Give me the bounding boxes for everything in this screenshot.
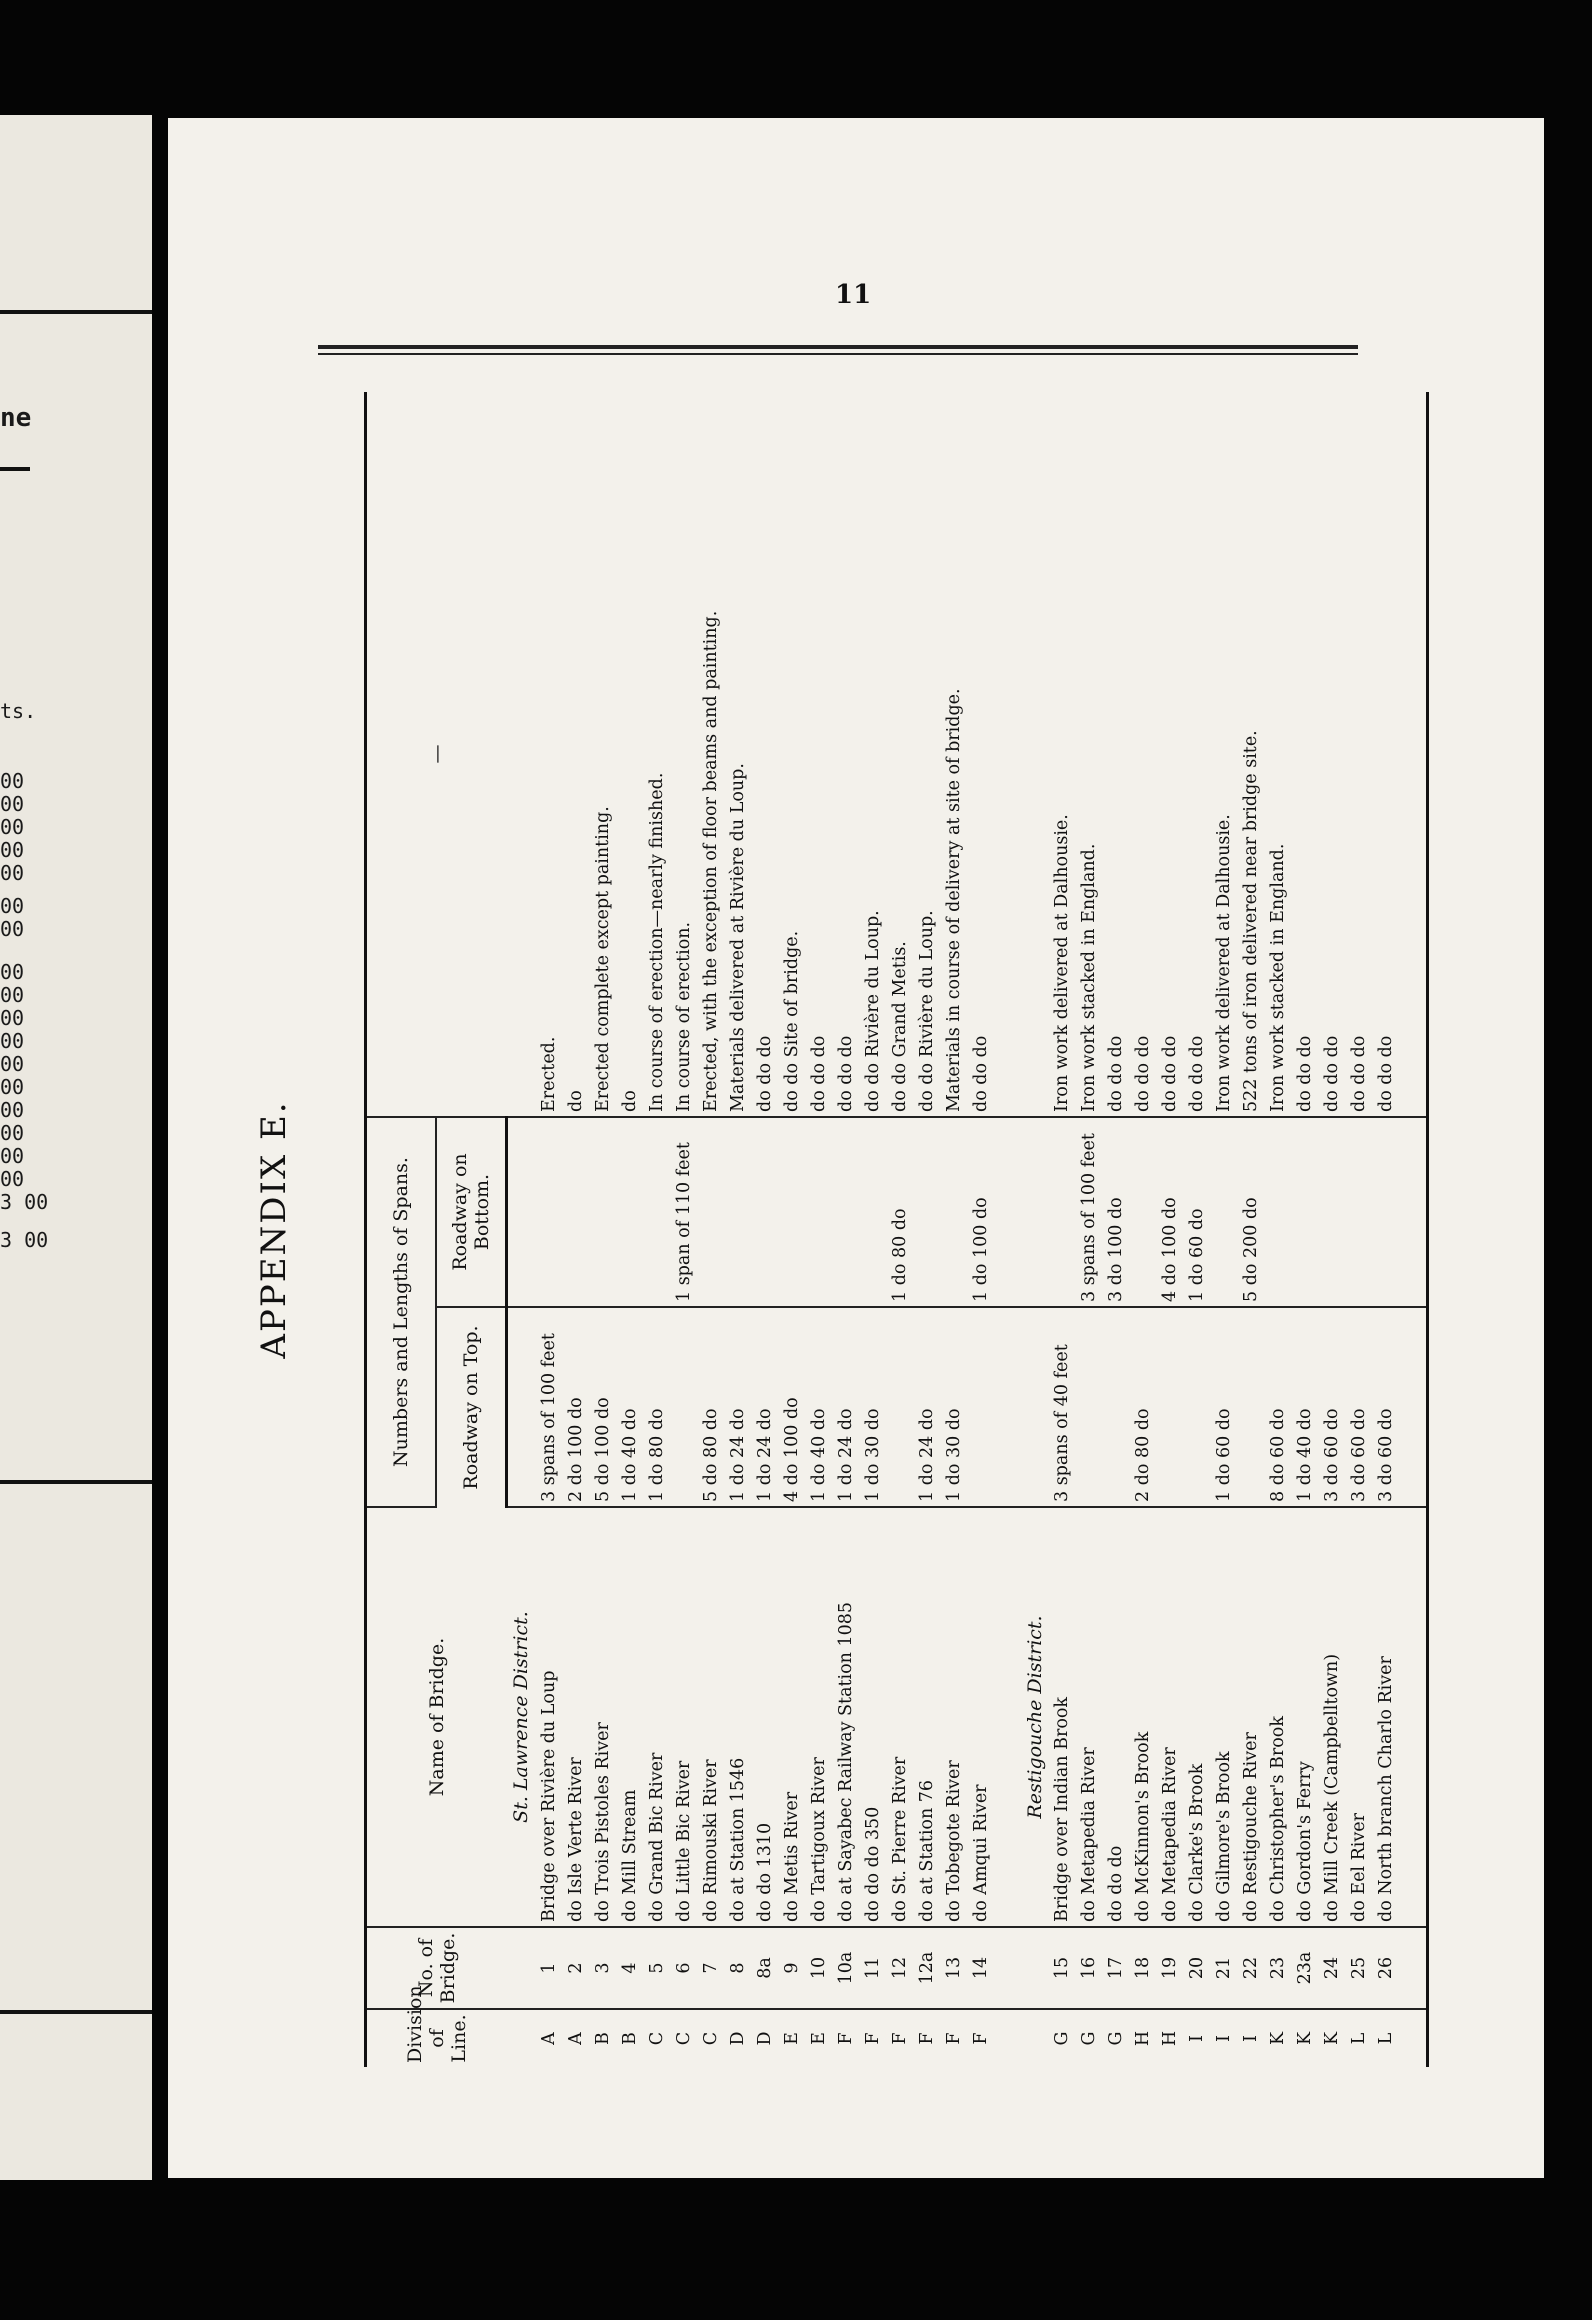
bridge-name-cell: do North branch Charlo River: [1372, 1507, 1399, 1927]
bridge-name-cell: do Little Bic River: [670, 1507, 697, 1927]
division-cell: F: [970, 2032, 991, 2045]
table-row: [589, 392, 616, 2067]
table-row: [967, 392, 994, 2067]
roadway-bottom-cell: [535, 1117, 562, 1307]
roadway-top-cell: 4 do 100 do: [778, 1307, 805, 1507]
roadway-top-cell: 1 do 40 do: [805, 1307, 832, 1507]
bridge-number-cell: 12a: [913, 1927, 940, 2009]
roadway-bottom-cell: [562, 1117, 589, 1307]
division-cell: B: [619, 2032, 640, 2045]
division-cell: G: [1078, 2031, 1099, 2046]
division-cell: E: [781, 2032, 802, 2045]
bridge-number-cell: 11: [859, 1927, 886, 2009]
bridge-name-cell: do McKinnon's Brook: [1129, 1507, 1156, 1927]
roadway-bottom-cell: [1345, 1117, 1372, 1307]
strip-number: 3 00: [0, 1190, 49, 1214]
roadway-bottom-cell: 3 spans of 100 feet: [1075, 1117, 1102, 1307]
remarks-cell: do do do: [1102, 392, 1129, 1117]
bridge-number-cell: 21: [1210, 1927, 1237, 2009]
roadway-top-cell: 1 do 24 do: [832, 1307, 859, 1507]
division-cell: G: [1051, 2031, 1072, 2046]
remarks-cell: In course of erection.: [670, 392, 697, 1117]
table-row: [1129, 392, 1156, 2067]
strip-rule: [0, 2010, 152, 2014]
roadway-bottom-cell: 1 do 100 do: [967, 1117, 994, 1307]
remarks-cell: do do Grand Metis.: [886, 392, 913, 1117]
bridge-number-cell: 7: [697, 1927, 724, 2009]
bridge-number-cell: 3: [589, 1927, 616, 2009]
roadway-bottom-cell: [697, 1117, 724, 1307]
roadway-bottom-cell: 5 do 200 do: [1237, 1117, 1264, 1307]
remarks-cell: Iron work delivered at Dalhousie.: [1210, 392, 1237, 1117]
strip-number: 00: [0, 1121, 25, 1145]
remarks-cell: Erected complete except painting.: [589, 392, 616, 1117]
bridge-number-cell: 8: [724, 1927, 751, 2009]
header-rule: [318, 345, 1358, 349]
division-cell: F: [862, 2032, 883, 2045]
strip-number: 00: [0, 983, 25, 1007]
bridge-name-cell: do Mill Creek (Campbelltown): [1318, 1507, 1345, 1927]
table-row: [1372, 392, 1399, 2067]
header-remarks: —: [366, 392, 507, 1117]
bridge-name-cell: do at Station 1546: [724, 1507, 751, 1927]
remarks-cell: do do do: [967, 392, 994, 1117]
roadway-top-cell: 3 do 60 do: [1318, 1307, 1345, 1507]
division-cell: F: [916, 2032, 937, 2045]
roadway-bottom-cell: [832, 1117, 859, 1307]
bridge-name-cell: do Tobegote River: [940, 1507, 967, 1927]
table-row: [1345, 392, 1372, 2067]
bridge-name-cell: do do do: [1102, 1507, 1129, 1927]
roadway-top-cell: 1 do 30 do: [859, 1307, 886, 1507]
remarks-cell: In course of erection—nearly finished.: [643, 392, 670, 1117]
strip-number: 00: [0, 1144, 25, 1168]
division-cell: D: [754, 2031, 775, 2046]
roadway-bottom-cell: [643, 1117, 670, 1307]
roadway-top-cell: 2 do 80 do: [1129, 1307, 1156, 1507]
remarks-cell: Erected, with the exception of floor beams and painting.: [697, 392, 724, 1117]
division-cell: A: [538, 2032, 559, 2045]
bridge-name-cell: do Tartigoux River: [805, 1507, 832, 1927]
remarks-cell: do do do: [1345, 392, 1372, 1117]
bridge-number-cell: 17: [1102, 1927, 1129, 2009]
table-row: [724, 392, 751, 2067]
bridge-number-cell: 20: [1183, 1927, 1210, 2009]
roadway-bottom-cell: 3 do 100 do: [1102, 1117, 1129, 1307]
remarks-cell: do do do: [1318, 392, 1345, 1117]
bridge-number-cell: 23: [1264, 1927, 1291, 2009]
roadway-top-cell: [1075, 1307, 1102, 1507]
header-name: Name of Bridge.: [366, 1507, 507, 1927]
roadway-top-cell: [1156, 1307, 1183, 1507]
roadway-top-cell: 2 do 100 do: [562, 1307, 589, 1507]
division-cell: K: [1294, 2031, 1315, 2046]
remarks-cell: do do do: [1156, 392, 1183, 1117]
roadway-top-cell: 3 spans of 40 feet: [1048, 1307, 1075, 1507]
remarks-cell: do do do: [805, 392, 832, 1117]
bridge-number-cell: 6: [670, 1927, 697, 2009]
table-row: [886, 392, 913, 2067]
division-cell: H: [1132, 2030, 1153, 2047]
roadway-bottom-cell: [859, 1117, 886, 1307]
bridge-name-cell: do do do 350: [859, 1507, 886, 1927]
table-row: [1075, 392, 1102, 2067]
bridge-name-cell: do Christopher's Brook: [1264, 1507, 1291, 1927]
section-heading-row: [1021, 392, 1048, 2067]
remarks-cell: do: [562, 392, 589, 1117]
bridge-name-cell: do Trois Pistoles River: [589, 1507, 616, 1927]
remarks-cell: Erected.: [535, 392, 562, 1117]
bridge-number-cell: 10a: [832, 1927, 859, 2009]
division-cell: A: [565, 2032, 586, 2045]
bridge-number-cell: 4: [616, 1927, 643, 2009]
remarks-cell: do do Rivière du Loup.: [913, 392, 940, 1117]
appendix-title: APPENDIX E.: [254, 1100, 294, 1359]
table-row: [562, 392, 589, 2067]
header-rule: [318, 353, 1358, 355]
bridge-name-cell: Bridge over Rivière du Loup: [535, 1507, 562, 1927]
table-row: [1237, 392, 1264, 2067]
remarks-cell: Iron work stacked in England.: [1075, 392, 1102, 1117]
remarks-cell: Iron work delivered at Dalhousie.: [1048, 392, 1075, 1117]
division-cell: F: [943, 2032, 964, 2045]
page-number: 11: [835, 280, 872, 310]
roadway-top-cell: 5 do 100 do: [589, 1307, 616, 1507]
division-cell: F: [889, 2032, 910, 2045]
bridge-number-cell: 25: [1345, 1927, 1372, 2009]
division-cell: C: [673, 2031, 694, 2046]
remarks-cell: do do do: [1129, 392, 1156, 1117]
strip-rule: [0, 1480, 152, 1484]
table-row: [616, 392, 643, 2067]
bridge-number-cell: 26: [1372, 1927, 1399, 2009]
remarks-cell: do do do: [832, 392, 859, 1117]
roadway-bottom-cell: [1264, 1117, 1291, 1307]
bridge-number-cell: 9: [778, 1927, 805, 2009]
bridge-name-cell: do do 1310: [751, 1507, 778, 1927]
strip-number: 00: [0, 1029, 25, 1053]
bridge-name-cell: do Mill Stream: [616, 1507, 643, 1927]
table-row: [1102, 392, 1129, 2067]
table-row: [643, 392, 670, 2067]
bridges-table: [364, 392, 1429, 2067]
strip-number: 00: [0, 769, 25, 793]
division-cell: I: [1186, 2035, 1207, 2042]
roadway-bottom-cell: [1129, 1117, 1156, 1307]
roadway-bottom-cell: 4 do 100 do: [1156, 1117, 1183, 1307]
roadway-top-cell: [1102, 1307, 1129, 1507]
header-number: No. of Bridge.: [366, 1927, 507, 2009]
table-row: [1318, 392, 1345, 2067]
roadway-bottom-cell: [778, 1117, 805, 1307]
roadway-top-cell: 1 do 40 do: [1291, 1307, 1318, 1507]
table-row: [670, 392, 697, 2067]
division-cell: H: [1159, 2030, 1180, 2047]
remarks-cell: do do do: [1291, 392, 1318, 1117]
division-cell: L: [1375, 2032, 1396, 2045]
header-spans: Numbers and Lengths of Spans.: [366, 1117, 437, 1507]
bridge-number-cell: 10: [805, 1927, 832, 2009]
rotated-appendix: [254, 392, 1396, 2067]
bridge-number-cell: 23a: [1291, 1927, 1318, 2009]
bridge-number-cell: 16: [1075, 1927, 1102, 2009]
table-row: [697, 392, 724, 2067]
division-cell: K: [1321, 2031, 1342, 2046]
roadway-bottom-cell: [1372, 1117, 1399, 1307]
strip-number: 3 00: [0, 1228, 49, 1252]
bridge-number-cell: 15: [1048, 1927, 1075, 2009]
roadway-bottom-cell: [1291, 1117, 1318, 1307]
strip-rule: [0, 467, 30, 471]
roadway-top-cell: [1237, 1307, 1264, 1507]
remarks-cell: do do do: [1183, 392, 1210, 1117]
bridge-number-cell: 12: [886, 1927, 913, 2009]
bridge-name-cell: do Amqui River: [967, 1507, 994, 1927]
strip-number: 00: [0, 917, 25, 941]
bridge-number-cell: 14: [967, 1927, 994, 2009]
table-row: [1048, 392, 1075, 2067]
roadway-top-cell: 3 do 60 do: [1372, 1307, 1399, 1507]
strip-number: 00: [0, 960, 25, 984]
bridge-name-cell: do Eel River: [1345, 1507, 1372, 1927]
roadway-top-cell: 1 do 24 do: [913, 1307, 940, 1507]
bridge-name-cell: do at Station 76: [913, 1507, 940, 1927]
roadway-bottom-cell: [1318, 1117, 1345, 1307]
adjacent-page-strip: [0, 115, 152, 2180]
roadway-top-cell: 8 do 60 do: [1264, 1307, 1291, 1507]
table-row: [751, 392, 778, 2067]
bridge-name-cell: do Isle Verte River: [562, 1507, 589, 1927]
section-title: Restigouche District.: [1021, 1507, 1048, 1927]
strip-number: 00: [0, 894, 25, 918]
roadway-bottom-cell: [913, 1117, 940, 1307]
roadway-top-cell: 3 spans of 100 feet: [535, 1307, 562, 1507]
strip-number: 00: [0, 838, 25, 862]
roadway-bottom-cell: 1 span of 110 feet: [670, 1117, 697, 1307]
bridge-name-cell: do Restigouche River: [1237, 1507, 1264, 1927]
section-heading-row: [507, 392, 536, 2067]
table-row: [1264, 392, 1291, 2067]
remarks-cell: do do Site of bridge.: [778, 392, 805, 1117]
roadway-top-cell: [1183, 1307, 1210, 1507]
roadway-bottom-cell: [940, 1117, 967, 1307]
strip-number: 00: [0, 1075, 25, 1099]
table-row: [778, 392, 805, 2067]
roadway-top-cell: 5 do 80 do: [697, 1307, 724, 1507]
division-cell: D: [727, 2031, 748, 2046]
division-cell: G: [1105, 2031, 1126, 2046]
bridge-name-cell: do St. Pierre River: [886, 1507, 913, 1927]
roadway-bottom-cell: 1 do 80 do: [886, 1117, 913, 1307]
roadway-bottom-cell: [589, 1117, 616, 1307]
table-row: [1210, 392, 1237, 2067]
division-cell: I: [1240, 2035, 1261, 2042]
roadway-bottom-cell: [1210, 1117, 1237, 1307]
bridge-number-cell: 8a: [751, 1927, 778, 2009]
division-cell: E: [808, 2032, 829, 2045]
bridge-name-cell: do Gordon's Ferry: [1291, 1507, 1318, 1927]
roadway-top-cell: 1 do 60 do: [1210, 1307, 1237, 1507]
bridge-name-cell: Bridge over Indian Brook: [1048, 1507, 1075, 1927]
bridge-name-cell: do Clarke's Brook: [1183, 1507, 1210, 1927]
roadway-top-cell: 1 do 40 do: [616, 1307, 643, 1507]
bridge-number-cell: 13: [940, 1927, 967, 2009]
strip-number: 00: [0, 1006, 25, 1030]
remarks-cell: 522 tons of iron delivered near bridge site.: [1237, 392, 1264, 1117]
table-row: [832, 392, 859, 2067]
roadway-top-cell: 1 do 80 do: [643, 1307, 670, 1507]
roadway-top-cell: [670, 1307, 697, 1507]
remarks-cell: Materials delivered at Rivière du Loup.: [724, 392, 751, 1117]
bridge-name-cell: do Metapedia River: [1156, 1507, 1183, 1927]
table-row: [1183, 392, 1210, 2067]
roadway-bottom-cell: [1048, 1117, 1075, 1307]
remarks-cell: do do do: [1372, 392, 1399, 1117]
table-row: [940, 392, 967, 2067]
header-roadway-top: Roadway on Top.: [436, 1307, 507, 1507]
bridge-number-cell: 24: [1318, 1927, 1345, 2009]
bridge-number-cell: 1: [535, 1927, 562, 2009]
bridge-number-cell: 5: [643, 1927, 670, 2009]
section-title: St. Lawrence District.: [507, 1507, 536, 1927]
strip-number: 00: [0, 1167, 25, 1191]
bridge-name-cell: do Rimouski River: [697, 1507, 724, 1927]
roadway-bottom-cell: [724, 1117, 751, 1307]
division-cell: C: [646, 2031, 667, 2046]
bridge-name-cell: do Grand Bic River: [643, 1507, 670, 1927]
table-row: [913, 392, 940, 2067]
division-cell: F: [835, 2032, 856, 2045]
roadway-bottom-cell: [805, 1117, 832, 1307]
roadway-top-cell: [886, 1307, 913, 1507]
bridge-name-cell: do at Sayabec Railway Station 1085: [832, 1507, 859, 1927]
roadway-bottom-cell: [616, 1117, 643, 1307]
roadway-bottom-cell: 1 do 60 do: [1183, 1117, 1210, 1307]
strip-text: ne: [0, 403, 32, 433]
roadway-top-cell: 1 do 30 do: [940, 1307, 967, 1507]
bridge-number-cell: 19: [1156, 1927, 1183, 2009]
bridge-number-cell: 2: [562, 1927, 589, 2009]
division-cell: I: [1213, 2035, 1234, 2042]
division-cell: L: [1348, 2032, 1369, 2045]
header-division: Division of Line.: [366, 2009, 507, 2067]
table-row: [1156, 392, 1183, 2067]
roadway-bottom-cell: [751, 1117, 778, 1307]
bridge-number-cell: 22: [1237, 1927, 1264, 2009]
roadway-top-cell: 3 do 60 do: [1345, 1307, 1372, 1507]
strip-number: 00: [0, 1052, 25, 1076]
strip-rule: [0, 310, 152, 314]
remarks-cell: do do Rivière du Loup.: [859, 392, 886, 1117]
bridge-number-cell: 18: [1129, 1927, 1156, 2009]
table-row: [535, 392, 562, 2067]
strip-number: 00: [0, 861, 25, 885]
strip-number: 00: [0, 815, 25, 839]
strip-number: 00: [0, 792, 25, 816]
bridge-name-cell: do Metapedia River: [1075, 1507, 1102, 1927]
roadway-top-cell: [967, 1307, 994, 1507]
bridge-name-cell: do Gilmore's Brook: [1210, 1507, 1237, 1927]
division-cell: K: [1267, 2031, 1288, 2046]
strip-text: ts.: [0, 699, 37, 723]
division-cell: C: [700, 2031, 721, 2046]
header-roadway-bottom: Roadway on Bottom.: [436, 1117, 507, 1307]
remarks-cell: Materials in course of delivery at site of bridge.: [940, 392, 967, 1117]
table-row: [805, 392, 832, 2067]
division-cell: B: [592, 2032, 613, 2045]
strip-number: 00: [0, 1098, 25, 1122]
bridge-name-cell: do Metis River: [778, 1507, 805, 1927]
bridges-table-body: [507, 392, 1428, 2067]
remarks-cell: Iron work stacked in England.: [1264, 392, 1291, 1117]
roadway-top-cell: 1 do 24 do: [724, 1307, 751, 1507]
table-row: [1291, 392, 1318, 2067]
table-row: [859, 392, 886, 2067]
remarks-cell: do do do: [751, 392, 778, 1117]
roadway-top-cell: 1 do 24 do: [751, 1307, 778, 1507]
remarks-cell: do: [616, 392, 643, 1117]
